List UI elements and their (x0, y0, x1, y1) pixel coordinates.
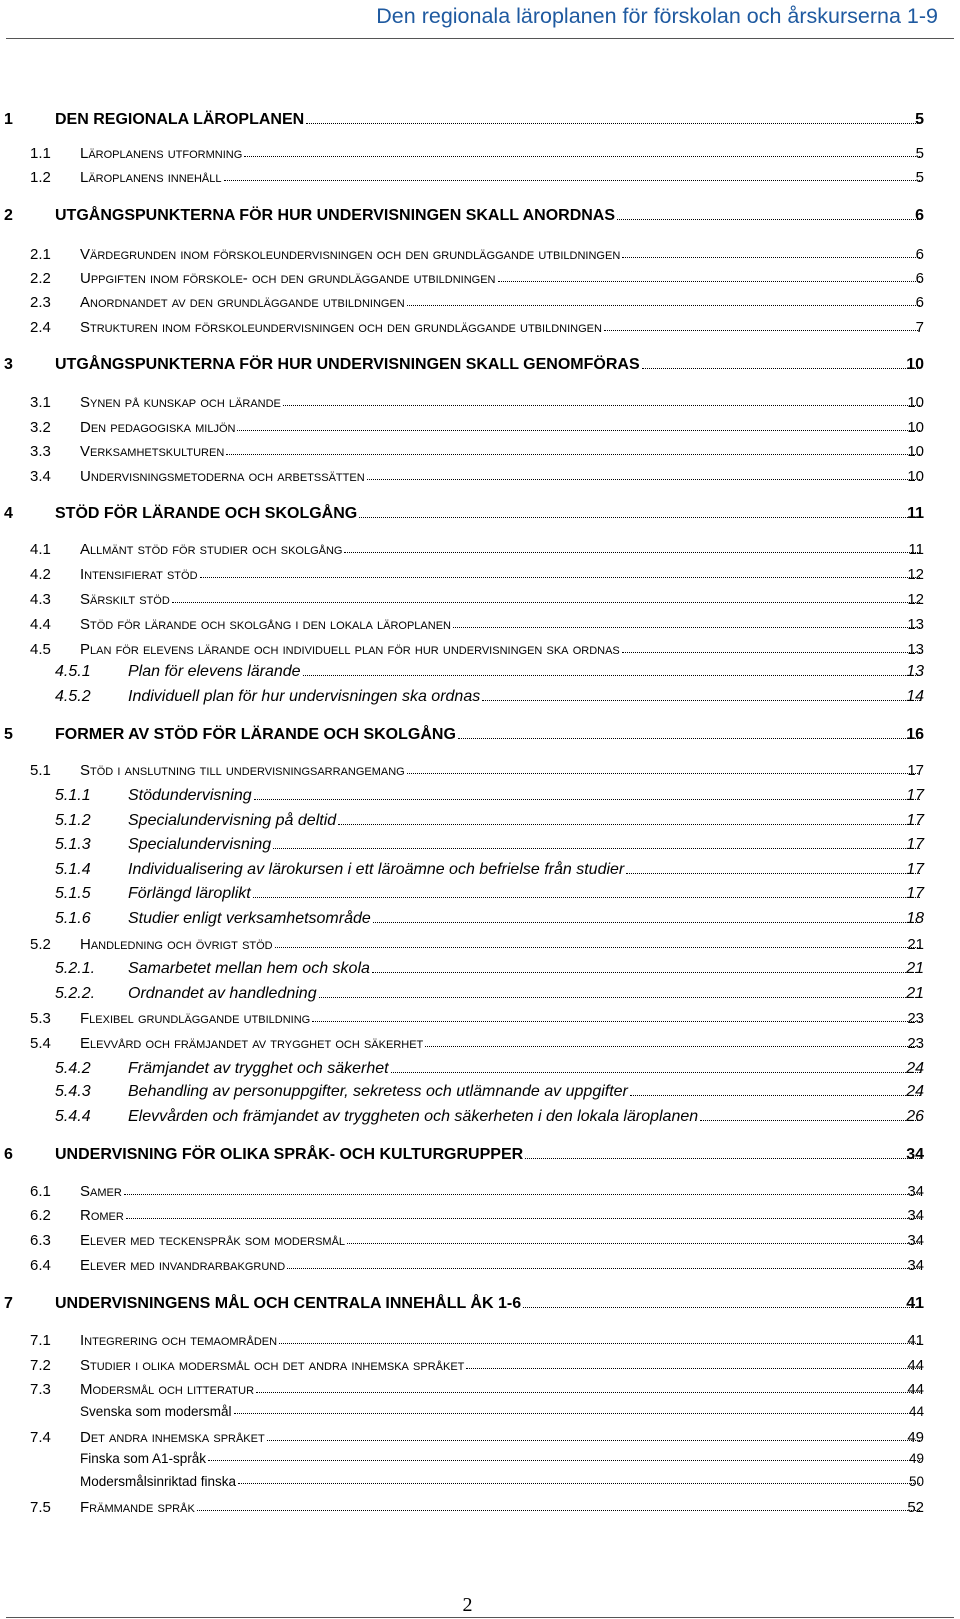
toc-entry[interactable] (0, 468, 960, 490)
toc-entry-number: 3.4 (30, 468, 51, 485)
dot-leader (303, 675, 920, 676)
dot-leader (226, 454, 920, 455)
toc-entry[interactable] (0, 1381, 960, 1403)
dot-leader (200, 577, 920, 578)
toc-entry-title: Romer (80, 1207, 124, 1224)
toc-entry[interactable] (0, 145, 960, 167)
toc-entry-page: 34 (906, 1146, 924, 1163)
toc-entry-title: Främmande språk (80, 1499, 195, 1516)
toc-entry-number: 5.2.2. (55, 985, 96, 1002)
toc-entry-page: 44 (907, 1381, 924, 1398)
toc-entry-page: 12 (907, 566, 924, 583)
toc-entry[interactable] (0, 1295, 960, 1317)
toc-entry-page: 13 (907, 616, 924, 633)
toc-entry-number: 4.2 (30, 566, 51, 583)
toc-entry-title: UNDERVISNINGENS MÅL OCH CENTRALA INNEHÅLL ÅK 1-6 (55, 1295, 522, 1312)
dot-leader (359, 517, 920, 518)
toc-entry-page: 6 (915, 246, 924, 263)
toc-entry-title: Läroplanens utformning (80, 145, 243, 162)
toc-entry[interactable] (0, 1146, 960, 1168)
toc-entry[interactable] (0, 1499, 960, 1521)
toc-entry-number: 5.1.5 (55, 885, 91, 902)
toc-entry-number: 1.1 (30, 145, 51, 162)
dot-leader (617, 219, 920, 220)
toc-entry-page: 24 (906, 1083, 924, 1100)
dot-leader (283, 405, 920, 406)
dot-leader (642, 368, 920, 369)
toc-entry[interactable] (0, 1429, 960, 1451)
toc-entry-number: 3 (4, 356, 13, 373)
toc-entry-page: 7 (915, 319, 924, 336)
dot-leader (338, 824, 920, 825)
toc-entry-page: 41 (906, 1295, 924, 1312)
dot-leader (126, 1218, 920, 1219)
toc-entry-title: Allmänt stöd för studier och skolgång (80, 541, 343, 558)
toc-entry-page: 5 (915, 169, 924, 186)
toc-entry-page: 52 (907, 1499, 924, 1516)
toc-entry[interactable] (0, 246, 960, 268)
toc-entry-page: 13 (906, 663, 924, 680)
toc-entry-page: 17 (907, 762, 924, 779)
toc-entry-page: 34 (907, 1207, 924, 1224)
dot-leader (407, 305, 920, 306)
toc-entry-page: 17 (906, 787, 924, 804)
dot-leader (604, 330, 920, 331)
toc-entry-title: Främjandet av trygghet och säkerhet (128, 1060, 389, 1077)
toc-entry-page: 21 (907, 936, 924, 953)
toc-entry[interactable] (0, 1332, 960, 1354)
toc-entry-title: Specialundervisning på deltid (128, 812, 337, 829)
toc-entry-title: Plan för elevens lärande och individuell plan för hur undervisningen ska ordnas (80, 641, 620, 658)
toc-entry-title: Studier enligt verksamhetsområde (128, 910, 371, 927)
toc-entry[interactable] (0, 1183, 960, 1205)
toc-entry-page: 24 (906, 1060, 924, 1077)
toc-entry-title: Elevvård och främjandet av trygghet och säkerhet (80, 1035, 424, 1052)
dot-leader (630, 1095, 920, 1096)
toc-entry-number: 5.1 (30, 762, 51, 779)
toc-entry-page: 26 (906, 1108, 924, 1125)
toc-entry-page: 17 (906, 885, 924, 902)
toc-entry-number: 5.4.3 (55, 1083, 91, 1100)
toc-entry-number: 2.4 (30, 319, 51, 336)
toc-entry-page: 21 (906, 960, 924, 977)
toc-entry-page: 10 (907, 394, 924, 411)
toc-entry-number: 5.4.4 (55, 1108, 91, 1125)
toc-entry-page: 14 (906, 688, 924, 705)
toc-entry-title: Förlängd läroplikt (128, 885, 251, 902)
toc-entry[interactable] (0, 885, 960, 907)
toc-entry[interactable] (0, 936, 960, 958)
dot-leader (312, 1021, 920, 1022)
toc-entry-title: Studier i olika modersmål och det andra inhemska språket (80, 1357, 465, 1374)
toc-entry-number: 4.1 (30, 541, 51, 558)
toc-entry-title: Värdegrunden inom förskoleundervisningen och den grundläggande utbildningen (80, 246, 621, 263)
toc-entry[interactable] (0, 270, 960, 292)
toc-entry[interactable] (0, 787, 960, 809)
toc-entry[interactable] (0, 1257, 960, 1279)
toc-entry-page: 12 (907, 591, 924, 608)
dot-leader (453, 627, 920, 628)
toc-entry-page: 13 (907, 641, 924, 658)
toc-entry-title: Elever med invandrarbakgrund (80, 1257, 286, 1274)
toc-entry-page: 44 (907, 1357, 924, 1374)
toc-entry[interactable] (0, 541, 960, 563)
toc-entry[interactable] (0, 1404, 960, 1426)
dot-leader (407, 773, 920, 774)
toc-entry-number: 5 (4, 726, 13, 743)
toc-entry-title: DEN REGIONALA LÄROPLANEN (55, 111, 305, 128)
toc-entry-number: 4 (4, 505, 13, 522)
dot-leader (466, 1368, 920, 1369)
toc-entry-title: Anordnandet av den grundläggande utbildningen (80, 294, 405, 311)
dot-leader (224, 180, 921, 181)
dot-leader (279, 1343, 920, 1344)
toc-entry[interactable] (0, 910, 960, 932)
toc-entry[interactable] (0, 641, 960, 663)
toc-entry-number: 2.1 (30, 246, 51, 263)
toc-entry-title: Flexibel grundläggande utbildning (80, 1010, 311, 1027)
toc-entry-number: 5.1.4 (55, 861, 91, 878)
toc-entry-title: Integrering och temaområden (80, 1332, 278, 1349)
dot-leader (458, 738, 920, 739)
toc-entry-page: 49 (907, 1429, 924, 1446)
toc-entry-page: 5 (915, 145, 924, 162)
toc-entry[interactable] (0, 1357, 960, 1379)
toc-entry-page: 34 (907, 1232, 924, 1249)
toc-entry-page: 11 (908, 541, 924, 558)
dot-leader (373, 922, 920, 923)
toc-entry-number: 3.1 (30, 394, 51, 411)
toc-entry-title: UTGÅNGSPUNKTERNA FÖR HUR UNDERVISNINGEN SKALL GENOMFÖRAS (55, 356, 640, 373)
toc-entry-number: 5.2 (30, 936, 51, 953)
toc-entry-title: STÖD FÖR LÄRANDE OCH SKOLGÅNG (55, 505, 358, 522)
toc-entry-title: Särskilt stöd (80, 591, 170, 608)
toc-entry-title: Läroplanens innehåll (80, 169, 222, 186)
toc-entry-title: Handledning och övrigt stöd (80, 936, 273, 953)
toc-entry-page: 18 (906, 910, 924, 927)
toc-entry[interactable] (0, 726, 960, 748)
toc-entry-page: 23 (907, 1010, 924, 1027)
toc-entry-title: Synen på kunskap och lärande (80, 394, 281, 411)
dot-leader (626, 873, 920, 874)
toc-entry-title: Behandling av personuppgifter, sekretess och utlämnande av uppgifter (128, 1083, 628, 1100)
toc-entry-page: 6 (915, 207, 924, 224)
toc-entry-page: 6 (915, 270, 924, 287)
page-number: 2 (462, 1594, 473, 1616)
toc-entry-page: 17 (906, 861, 924, 878)
dot-leader (244, 156, 920, 157)
dot-leader (347, 1243, 920, 1244)
dot-leader (253, 897, 920, 898)
toc-entry-number: 5.1.3 (55, 836, 91, 853)
toc-entry-title: FORMER AV STÖD FÖR LÄRANDE OCH SKOLGÅNG (55, 726, 456, 743)
toc-entry-number: 7.3 (30, 1381, 51, 1398)
toc-entry-page: 17 (906, 836, 924, 853)
dot-leader (197, 1510, 920, 1511)
toc-entry[interactable] (0, 566, 960, 588)
toc-entry-title: Strukturen inom förskoleundervisningen och den grundläggande utbildningen (80, 319, 602, 336)
toc-entry-title: Modersmål och litteratur (80, 1381, 255, 1398)
toc-entry[interactable] (0, 1232, 960, 1254)
toc-entry[interactable] (0, 1451, 960, 1473)
dot-leader (523, 1307, 920, 1308)
toc-entry-number: 5.4 (30, 1035, 51, 1052)
dot-leader (275, 947, 920, 948)
toc-entry-number: 7.4 (30, 1429, 51, 1446)
toc-entry[interactable] (0, 319, 960, 341)
toc-entry-title: Intensifierat stöd (80, 566, 198, 583)
dot-leader (234, 1413, 920, 1414)
dot-leader (367, 479, 920, 480)
toc-entry[interactable] (0, 1207, 960, 1229)
toc-entry-title: Elever med teckenspråk som modersmål (80, 1232, 346, 1249)
dot-leader (256, 1392, 920, 1393)
toc-entry-number: 3.3 (30, 443, 51, 460)
toc-entry-title: Stöd för lärande och skolgång i den lokala läroplanen (80, 616, 451, 633)
toc-entry-title: Individuell plan för hur undervisningen ska ordnas (128, 688, 481, 705)
toc-entry-page: 6 (915, 294, 924, 311)
toc-entry-page: 11 (907, 505, 924, 522)
toc-entry-title: Samarbetet mellan hem och skola (128, 960, 370, 977)
dot-leader (622, 257, 920, 258)
toc-entry[interactable] (0, 356, 960, 378)
toc-entry-title: Modersmålsinriktad finska (80, 1474, 237, 1489)
dot-leader (267, 1440, 920, 1441)
toc-entry[interactable] (0, 294, 960, 316)
toc-entry-number: 2.2 (30, 270, 51, 287)
dot-leader (482, 700, 920, 701)
toc-entry[interactable] (0, 1010, 960, 1032)
dot-leader (237, 430, 920, 431)
dot-leader (124, 1194, 920, 1195)
toc-entry[interactable] (0, 1108, 960, 1130)
toc-entry-title: Svenska som modersmål (80, 1404, 232, 1419)
toc-entry[interactable] (0, 111, 960, 133)
toc-entry-page: 10 (906, 356, 924, 373)
dot-leader (700, 1120, 920, 1121)
toc-entry-number: 7.2 (30, 1357, 51, 1374)
dot-leader (287, 1268, 920, 1269)
toc-entry[interactable] (0, 591, 960, 613)
toc-entry-title: Stödundervisning (128, 787, 252, 804)
toc-entry[interactable] (0, 960, 960, 982)
toc-entry-number: 6.4 (30, 1257, 51, 1274)
toc-entry-title: Den pedagogiska miljön (80, 419, 236, 436)
toc-entry-number: 5.2.1. (55, 960, 96, 977)
toc-entry-number: 4.5.1 (55, 663, 91, 680)
toc-entry-page: 34 (907, 1257, 924, 1274)
toc-entry[interactable] (0, 812, 960, 834)
toc-entry[interactable] (0, 1060, 960, 1082)
toc-entry-page: 23 (907, 1035, 924, 1052)
toc-entry-title: Ordnandet av handledning (128, 985, 317, 1002)
toc-entry-number: 3.2 (30, 419, 51, 436)
toc-entry-page: 10 (907, 443, 924, 460)
toc-entry-number: 1.2 (30, 169, 51, 186)
toc-entry[interactable] (0, 1083, 960, 1105)
toc-entry-number: 5.1.1 (55, 787, 91, 804)
toc-entry[interactable] (0, 762, 960, 784)
toc-entry-number: 5.3 (30, 1010, 51, 1027)
toc-entry-title: Plan för elevens lärande (128, 663, 301, 680)
footer-divider (6, 1617, 954, 1618)
toc-entry[interactable] (0, 663, 960, 685)
dot-leader (372, 972, 920, 973)
toc-entry-page: 49 (908, 1451, 924, 1466)
toc-entry-title: Individualisering av lärokursen i ett läroämne och befrielse från studier (128, 861, 625, 878)
toc-entry[interactable] (0, 394, 960, 416)
toc-entry-number: 5.1.2 (55, 812, 91, 829)
toc-entry-number: 7.5 (30, 1499, 51, 1516)
toc-entry-title: UNDERVISNING FÖR OLIKA SPRÅK- OCH KULTURGRUPPER (55, 1146, 524, 1163)
dot-leader (306, 123, 920, 124)
toc-entry[interactable] (0, 688, 960, 710)
toc-entry[interactable] (0, 1474, 960, 1496)
toc-entry[interactable] (0, 443, 960, 465)
toc-entry-number: 6.3 (30, 1232, 51, 1249)
toc-entry-page: 50 (908, 1474, 924, 1489)
toc-entry-page: 10 (907, 419, 924, 436)
toc-entry-title: Verksamhetskulturen (80, 443, 225, 460)
toc-entry-page: 44 (908, 1404, 924, 1419)
toc-entry[interactable] (0, 207, 960, 229)
dot-leader (319, 997, 920, 998)
toc-entry-page: 34 (907, 1183, 924, 1200)
dot-leader (525, 1158, 920, 1159)
toc-entry-number: 4.3 (30, 591, 51, 608)
dot-leader (254, 799, 920, 800)
toc-entry-title: Stöd i anslutning till undervisningsarrangemang (80, 762, 405, 779)
toc-entry-number: 2 (4, 207, 13, 224)
toc-entry-title: Specialundervisning (128, 836, 272, 853)
toc-entry-number: 4.4 (30, 616, 51, 633)
toc-entry-title: UTGÅNGSPUNKTERNA FÖR HUR UNDERVISNINGEN SKALL ANORDNAS (55, 207, 616, 224)
toc-entry-number: 7 (4, 1295, 13, 1312)
dot-leader (498, 281, 921, 282)
dot-leader (273, 848, 920, 849)
toc-entry-number: 1 (4, 111, 13, 128)
toc-entry[interactable] (0, 505, 960, 527)
toc-entry-number: 4.5.2 (55, 688, 91, 705)
toc-entry-page: 17 (906, 812, 924, 829)
dot-leader (172, 602, 920, 603)
toc-entry-page: 41 (907, 1332, 924, 1349)
toc-entry-number: 2.3 (30, 294, 51, 311)
toc-entry-title: Elevvården och främjandet av tryggheten och säkerheten i den lokala läroplanen (128, 1108, 699, 1125)
toc-entry[interactable] (0, 1035, 960, 1057)
toc-entry-title: Samer (80, 1183, 122, 1200)
toc-entry-title: Uppgiften inom förskole- och den grundläggande utbildningen (80, 270, 496, 287)
toc-entry[interactable] (0, 616, 960, 638)
dot-leader (344, 552, 920, 553)
toc-entry-number: 5.1.6 (55, 910, 91, 927)
toc-entry-title: Finska som A1-språk (80, 1451, 207, 1466)
dot-leader (425, 1046, 920, 1047)
dot-leader (391, 1072, 920, 1073)
toc-entry-number: 5.4.2 (55, 1060, 91, 1077)
toc-entry[interactable] (0, 169, 960, 191)
toc-entry[interactable] (0, 861, 960, 883)
toc-entry-number: 4.5 (30, 641, 51, 658)
toc-entry-title: Det andra inhemska språket (80, 1429, 265, 1446)
header-title: Den regionala läroplanen för förskolan och årskurserna 1-9 (376, 4, 938, 28)
toc-entry[interactable] (0, 985, 960, 1007)
toc-entry-page: 5 (915, 111, 924, 128)
toc-entry-number: 6 (4, 1146, 13, 1163)
dot-leader (238, 1483, 920, 1484)
toc-entry-number: 7.1 (30, 1332, 51, 1349)
toc-entry-page: 16 (906, 726, 924, 743)
toc-entry-page: 21 (906, 985, 924, 1002)
dot-leader (622, 652, 920, 653)
toc-entry-title: Undervisningsmetoderna och arbetssätten (80, 468, 365, 485)
toc-entry-page: 10 (907, 468, 924, 485)
toc-entry-number: 6.2 (30, 1207, 51, 1224)
toc-entry[interactable] (0, 419, 960, 441)
dot-leader (208, 1460, 920, 1461)
toc-entry-number: 6.1 (30, 1183, 51, 1200)
toc-entry[interactable] (0, 836, 960, 858)
